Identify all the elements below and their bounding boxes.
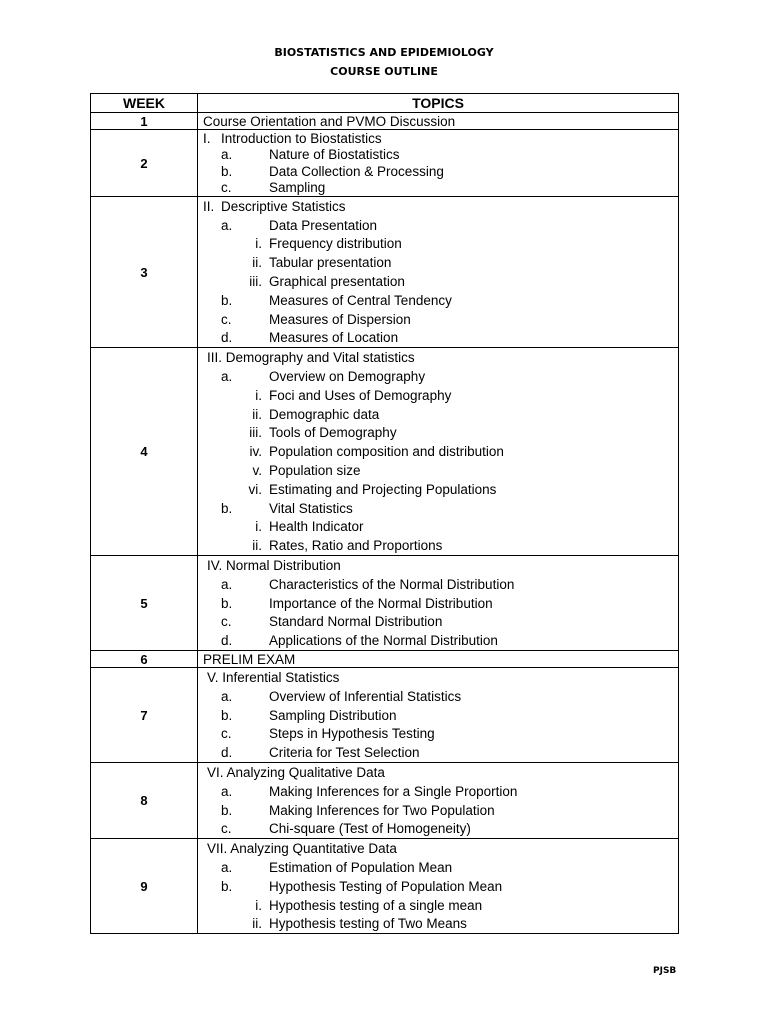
topics-cell xyxy=(198,668,679,763)
topic-line xyxy=(203,310,678,329)
topics-cell xyxy=(198,763,679,839)
topic-text: VI. Analyzing Qualitative Data xyxy=(207,765,385,780)
topic-marker: c. xyxy=(221,821,232,837)
topic-marker: a. xyxy=(221,369,233,385)
topic-text: Demographic data xyxy=(269,406,380,422)
topic-text: Population composition and distribution xyxy=(269,444,504,460)
topic-text: Hypothesis testing of Two Means xyxy=(269,916,467,932)
topic-line xyxy=(203,499,678,518)
topic-line xyxy=(203,687,678,706)
topic-text: Frequency distribution xyxy=(269,236,402,252)
topic-text: Nature of Biostatistics xyxy=(269,147,400,163)
week-number: 8 xyxy=(91,763,198,839)
topics-cell xyxy=(198,197,679,348)
topic-line xyxy=(203,556,678,575)
table-row xyxy=(91,130,679,197)
topic-text: Chi-square (Test of Homogeneity) xyxy=(269,821,471,837)
week-number: 3 xyxy=(91,197,198,348)
week-number: 5 xyxy=(91,556,198,651)
topic-line xyxy=(203,147,678,164)
topic-marker: a. xyxy=(221,859,233,875)
topic-marker: ii. xyxy=(252,916,262,932)
topic-marker: iii. xyxy=(249,274,262,290)
topic-marker: b. xyxy=(221,500,233,516)
topic-marker: ii. xyxy=(252,406,262,422)
topic-marker: b. xyxy=(221,707,233,723)
topics-cell xyxy=(198,651,679,668)
topic-marker: iv. xyxy=(249,444,262,460)
topic-line xyxy=(203,668,678,687)
topic-marker: vi. xyxy=(248,481,262,497)
topic-text: Estimating and Projecting Populations xyxy=(269,481,497,497)
week-number: 9 xyxy=(91,839,198,934)
topic-marker: b. xyxy=(221,163,233,179)
topic-line xyxy=(203,613,678,632)
topic-line xyxy=(203,575,678,594)
table-row xyxy=(91,651,679,668)
topic-text: Sampling xyxy=(269,180,326,196)
topic-text: Foci and Uses of Demography xyxy=(269,387,452,403)
topics-cell xyxy=(198,556,679,651)
topic-marker: ii. xyxy=(252,538,262,554)
topic-marker: d. xyxy=(221,745,233,761)
topic-line xyxy=(203,518,678,537)
topic-line xyxy=(203,651,678,667)
topic-marker: d. xyxy=(221,633,233,649)
topic-text: Tools of Demography xyxy=(269,425,397,441)
topic-marker: I. xyxy=(203,130,211,146)
topic-text: Graphical presentation xyxy=(269,274,405,290)
topic-marker: a. xyxy=(221,688,233,704)
topic-marker: i. xyxy=(255,897,262,913)
topic-line xyxy=(203,235,678,254)
topic-line xyxy=(203,914,678,933)
topic-line xyxy=(203,180,678,197)
footer-initials: PJSB xyxy=(653,966,677,976)
topic-marker: a. xyxy=(221,783,233,799)
topic-line xyxy=(203,130,678,147)
topic-text: Steps in Hypothesis Testing xyxy=(269,726,435,742)
topic-line xyxy=(203,631,678,650)
topics-cell xyxy=(198,839,679,934)
topic-line xyxy=(203,839,678,858)
topic-text: Applications of the Normal Distribution xyxy=(269,633,498,649)
topic-text: Vital Statistics xyxy=(269,500,353,516)
topic-line xyxy=(203,291,678,310)
topic-line xyxy=(203,367,678,386)
week-column-header: WEEK xyxy=(91,94,198,113)
topic-text: Making Inferences for Two Population xyxy=(269,802,495,818)
topic-text: Introduction to Biostatistics xyxy=(221,130,382,146)
week-number: 2 xyxy=(91,130,198,197)
topic-text: Importance of the Normal Distribution xyxy=(269,595,493,611)
table-row xyxy=(91,556,679,651)
topic-text: Hypothesis Testing of Population Mean xyxy=(269,878,503,894)
topic-text: Sampling Distribution xyxy=(269,707,397,723)
week-number: 4 xyxy=(91,348,198,556)
table-row xyxy=(91,839,679,934)
topic-text: Hypothesis testing of a single mean xyxy=(269,897,483,913)
document-title: BIOSTATISTICS AND EPIDEMIOLOGY xyxy=(274,46,494,59)
topic-marker: c. xyxy=(221,726,232,742)
topics-cell xyxy=(198,130,679,197)
topic-text: Rates, Ratio and Proportions xyxy=(269,538,443,554)
topic-line xyxy=(203,706,678,725)
topic-text: Course Orientation and PVMO Discussion xyxy=(203,113,456,129)
topic-text: Data Collection & Processing xyxy=(269,163,444,179)
topic-line xyxy=(203,424,678,443)
topic-marker: a. xyxy=(221,147,233,163)
course-outline-table xyxy=(90,93,679,934)
topic-marker: a. xyxy=(221,576,233,592)
topic-marker: i. xyxy=(255,519,262,535)
topic-text: Overview of Inferential Statistics xyxy=(269,688,462,704)
topic-text: Making Inferences for a Single Proportion xyxy=(269,783,518,799)
topic-line xyxy=(203,253,678,272)
topic-text: Measures of Central Tendency xyxy=(269,292,452,308)
topic-text: Measures of Dispersion xyxy=(269,311,411,327)
topics-cell xyxy=(198,113,679,130)
topic-marker: c. xyxy=(221,614,232,630)
topic-text: Health Indicator xyxy=(269,519,364,535)
topic-line xyxy=(203,820,678,839)
topic-marker: b. xyxy=(221,802,233,818)
table-header-row xyxy=(91,94,679,113)
topic-text: Measures of Location xyxy=(269,330,399,346)
table-row xyxy=(91,113,679,130)
topic-text: Data Presentation xyxy=(269,217,378,233)
week-number: 6 xyxy=(91,651,198,668)
topic-marker: d. xyxy=(221,330,233,346)
topic-marker: i. xyxy=(255,236,262,252)
table-row xyxy=(91,763,679,839)
topic-line xyxy=(203,163,678,180)
topic-line xyxy=(203,858,678,877)
topic-line xyxy=(203,763,678,782)
topic-marker: ii. xyxy=(252,255,262,271)
topic-marker: v. xyxy=(252,463,262,479)
topic-marker: c. xyxy=(221,180,232,196)
topic-text: III. Demography and Vital statistics xyxy=(207,350,415,366)
topic-line xyxy=(203,594,678,613)
week-number: 7 xyxy=(91,668,198,763)
topics-cell xyxy=(198,348,679,556)
topic-text: Descriptive Statistics xyxy=(221,198,346,214)
topic-text: Estimation of Population Mean xyxy=(269,859,453,875)
topic-line xyxy=(203,272,678,291)
topic-text: Criteria for Test Selection xyxy=(269,745,420,761)
topic-line xyxy=(203,329,678,348)
topic-line xyxy=(203,480,678,499)
topic-line xyxy=(203,386,678,405)
topic-marker: iii. xyxy=(249,425,262,441)
topic-text: V. Inferential Statistics xyxy=(207,670,340,686)
topic-marker: b. xyxy=(221,595,233,611)
topic-marker: i. xyxy=(255,387,262,403)
topic-text: Tabular presentation xyxy=(269,255,392,271)
topic-line xyxy=(203,725,678,744)
topic-line xyxy=(203,442,678,461)
topic-text: Overview on Demography xyxy=(269,369,426,385)
topic-marker: b. xyxy=(221,878,233,894)
topic-marker: c. xyxy=(221,311,232,327)
topic-line xyxy=(203,877,678,896)
topics-column-header: TOPICS xyxy=(198,94,679,113)
topic-line xyxy=(203,197,678,216)
topic-text: IV. Normal Distribution xyxy=(207,558,341,574)
table-row xyxy=(91,668,679,763)
topic-text: Characteristics of the Normal Distribution xyxy=(269,576,515,592)
table-row xyxy=(91,348,679,556)
week-number: 1 xyxy=(91,113,198,130)
topic-text: Population size xyxy=(269,463,361,479)
topic-line xyxy=(203,801,678,820)
topic-marker: a. xyxy=(221,217,233,233)
topic-line xyxy=(203,743,678,762)
topic-line xyxy=(203,216,678,235)
topic-line xyxy=(203,405,678,424)
topic-line xyxy=(203,348,678,367)
table-row xyxy=(91,197,679,348)
topic-marker: b. xyxy=(221,292,233,308)
topic-line xyxy=(203,896,678,915)
topic-line xyxy=(203,782,678,801)
topic-line xyxy=(203,461,678,480)
document-subtitle: COURSE OUTLINE xyxy=(330,65,438,78)
topic-line xyxy=(203,113,678,129)
topic-line xyxy=(203,536,678,555)
topic-text: PRELIM EXAM xyxy=(203,651,296,667)
topic-text: Standard Normal Distribution xyxy=(269,614,443,630)
topic-text: VII. Analyzing Quantitative Data xyxy=(207,841,397,857)
topic-marker: II. xyxy=(203,198,215,214)
